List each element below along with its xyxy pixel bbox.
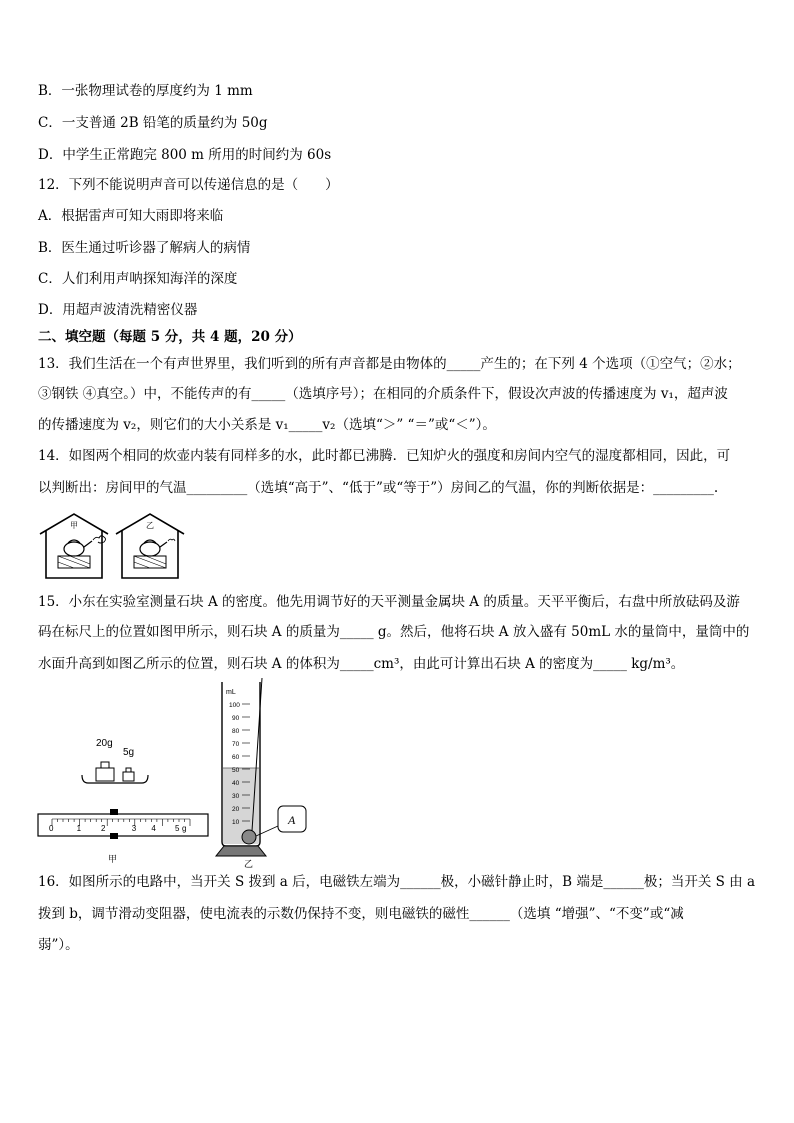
q12-option-b: B．医生通过听诊器了解病人的病情 bbox=[38, 240, 251, 256]
q15-line-2: 码在标尺上的位置如图甲所示，则石块 A 的质量为_____ g。然后，他将石块 A 放入盛有 50mL 水的量筒中，量筒中的 bbox=[38, 624, 750, 640]
q12-option-c: C．人们利用声呐探知海洋的深度 bbox=[38, 271, 238, 287]
q15-line-3: 水面升高到如图乙所示的位置，则石块 A 的体积为_____cm³，由此可计算出石块 A 的密度为_____ kg/m³。 bbox=[38, 656, 685, 672]
graduated-cylinder bbox=[216, 678, 306, 856]
caption-jia: 甲 bbox=[108, 855, 118, 865]
cyl-tick-70: 70 bbox=[232, 741, 240, 748]
scale-tick-5: 5 bbox=[175, 824, 180, 833]
cyl-tick-40: 40 bbox=[232, 780, 240, 787]
option-b-line: B．一张物理试卷的厚度约为 1 mm bbox=[38, 83, 253, 99]
cyl-tick-20: 20 bbox=[232, 806, 240, 813]
q13-line-3: 的传播速度为 v₂，则它们的大小关系是 v₁_____v₂（选填“＞” “＝”或“＜”）。 bbox=[38, 417, 496, 433]
weight-20g-label: 20g bbox=[96, 738, 113, 749]
q14-line-2: 以判断出：房间甲的气温_________（选填“高于”、“低于”或“等于”）房间乙的气温，你的判断依据是：_________. bbox=[38, 480, 719, 496]
caption-yi: 乙 bbox=[244, 860, 254, 868]
q12-option-d: D．用超声波清洗精密仪器 bbox=[38, 302, 198, 318]
q13-line-1: 13．我们生活在一个有声世界里，我们听到的所有声音都是由物体的_____产生的；在下列 4 个选项（①空气；②水； bbox=[38, 356, 741, 372]
cyl-tick-100: 100 bbox=[229, 702, 240, 709]
slide-scale bbox=[38, 809, 208, 839]
q15-line-1: 15．小东在实验室测量石块 A 的密度。他先用调节好的天平测量金属块 A 的质量。天平平衡后，右盘中所放砝码及游 bbox=[38, 594, 740, 610]
cyl-tick-90: 90 bbox=[232, 715, 240, 722]
option-c-line: C．一支普通 2B 铅笔的质量约为 50g bbox=[38, 115, 268, 131]
cyl-tick-10: 10 bbox=[232, 819, 240, 826]
house-right bbox=[116, 514, 184, 578]
q16-line-2: 拨到 b，调节滑动变阻器，使电流表的示数仍保持不变，则电磁铁的磁性______（选填 “增强”、“不变”或“减 bbox=[38, 906, 684, 922]
weight-5g-label: 5g bbox=[123, 747, 135, 758]
cyl-tick-80: 80 bbox=[232, 728, 240, 735]
scale-tick-1: 1 bbox=[76, 824, 82, 833]
house-left-label: 甲 bbox=[70, 521, 78, 530]
stone-label: A bbox=[288, 813, 296, 827]
weights-tray bbox=[82, 738, 148, 783]
cyl-tick-30: 30 bbox=[232, 793, 240, 800]
scale-tick-0: 0 bbox=[49, 824, 54, 833]
q15-figure bbox=[36, 676, 316, 868]
scale-tick-2: 2 bbox=[101, 824, 106, 833]
house-right-label: 乙 bbox=[146, 521, 154, 530]
q16-line-3: 弱”）。 bbox=[38, 937, 79, 953]
q12-option-a: A．根据雷声可知大雨即将来临 bbox=[38, 208, 224, 224]
q14-line-1: 14．如图两个相同的炊壶内装有同样多的水，此时都已沸腾．已知炉火的强度和房间内空气的湿度都相同，因此，可 bbox=[38, 448, 731, 464]
cyl-tick-50: 50 bbox=[232, 767, 240, 774]
scale-unit: g bbox=[182, 824, 187, 833]
scale-tick-3: 3 bbox=[131, 824, 137, 833]
option-d-line: D．中学生正常跑完 800 m 所用的时间约为 60s bbox=[38, 147, 332, 163]
cylinder-unit: mL bbox=[226, 689, 236, 696]
section-title: 二、填空题（每题 5 分，共 4 题，20 分） bbox=[38, 329, 302, 345]
q16-line-1: 16．如图所示的电路中，当开关 S 拨到 a 后，电磁铁左端为______极，小磁针静止时，B 端是______极；当开关 S 由 a bbox=[38, 874, 756, 890]
q12-stem: 12．下列不能说明声音可以传递信息的是（ ） bbox=[38, 177, 339, 193]
q13-line-2: ③钢铁 ④真空。）中，不能传声的有_____（选填序号）；在相同的介质条件下，假设次声波的传播速度为 v₁，超声波 bbox=[38, 386, 728, 402]
house-left bbox=[40, 514, 108, 578]
cyl-tick-60: 60 bbox=[232, 754, 240, 761]
q14-houses-figure bbox=[38, 512, 188, 580]
scale-tick-4: 4 bbox=[151, 824, 156, 833]
